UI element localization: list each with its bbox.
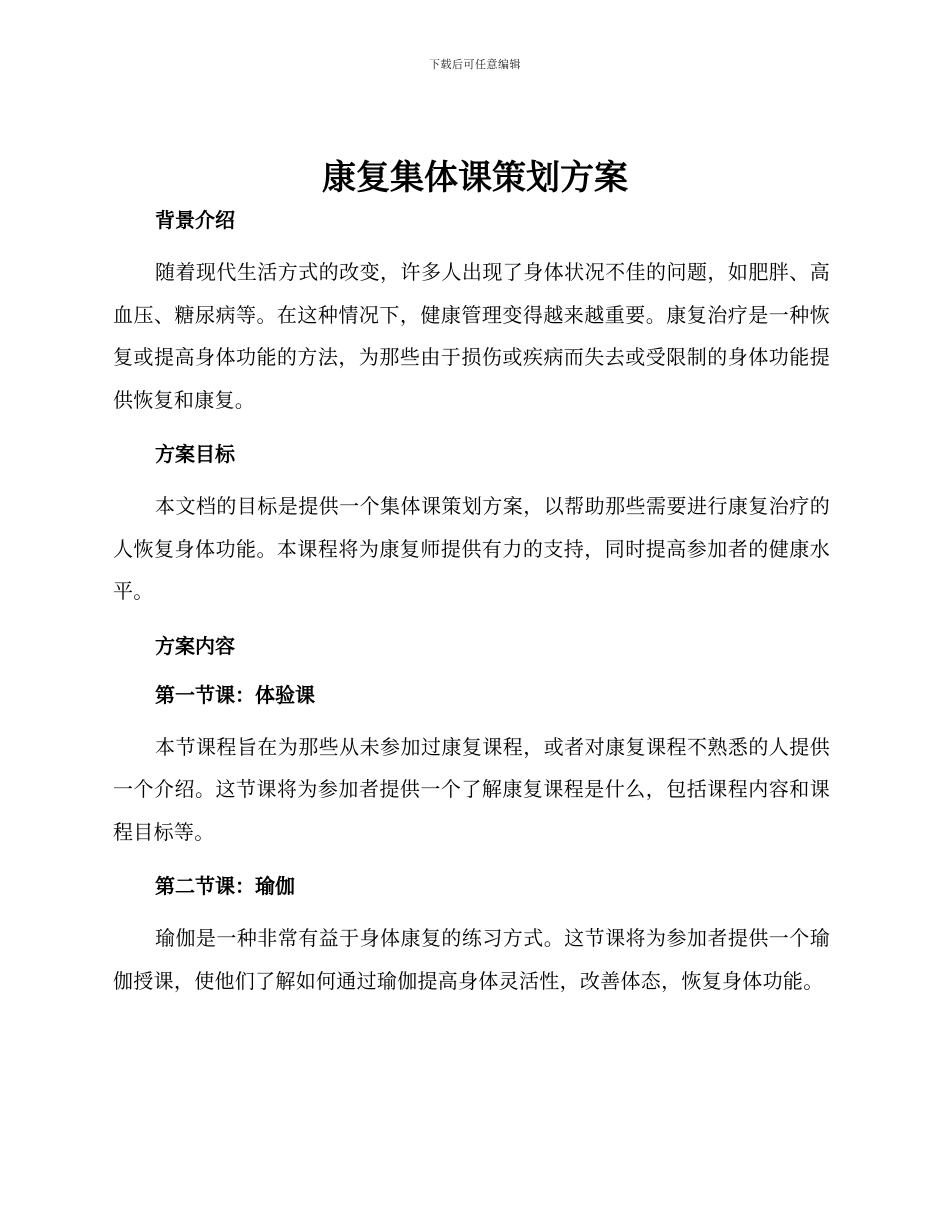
section-heading-lesson-2: 第二节课：瑜伽 [155, 874, 295, 898]
document-body [113, 204, 830, 1002]
header-note: 下载后可任意编辑 [429, 58, 521, 71]
section-paragraph-lesson-2: 瑜伽是一种非常有益于身体康复的练习方式。这节课将为参加者提供一个瑜伽授课，使他们了解如何通过瑜伽提高身体灵活性，改善体态，恢复身体功能。 [113, 926, 830, 993]
section-paragraph-background: 随着现代生活方式的改变，许多人出现了身体状况不佳的问题，如肥胖、高血压、糖尿病等。在这种情况下，健康管理变得越来越重要。康复治疗是一种恢复或提高身体功能的方法，为那些由于损伤或疾病而失去或受限制的身体功能提供恢复和康复。 [113, 260, 830, 412]
section-paragraph-lesson-1: 本节课程旨在为那些从未参加过康复课程，或者对康复课程不熟悉的人提供一个介绍。这节课将为参加者提供一个了解康复课程是什么，包括课程内容和课程目标等。 [113, 734, 830, 844]
section-heading-background: 背景介绍 [155, 208, 235, 232]
section-heading-lesson-1: 第一节课：体验课 [155, 682, 315, 707]
section-paragraph-goals: 本文档的目标是提供一个集体课策划方案，以帮助那些需要进行康复治疗的人恢复身体功能。本课程将为康复师提供有力的支持，同时提高参加者的健康水平。 [113, 494, 830, 603]
section-heading-goals: 方案目标 [155, 442, 235, 466]
section-heading-content: 方案内容 [155, 633, 235, 658]
document-title: 康复集体课策划方案 [322, 158, 628, 198]
